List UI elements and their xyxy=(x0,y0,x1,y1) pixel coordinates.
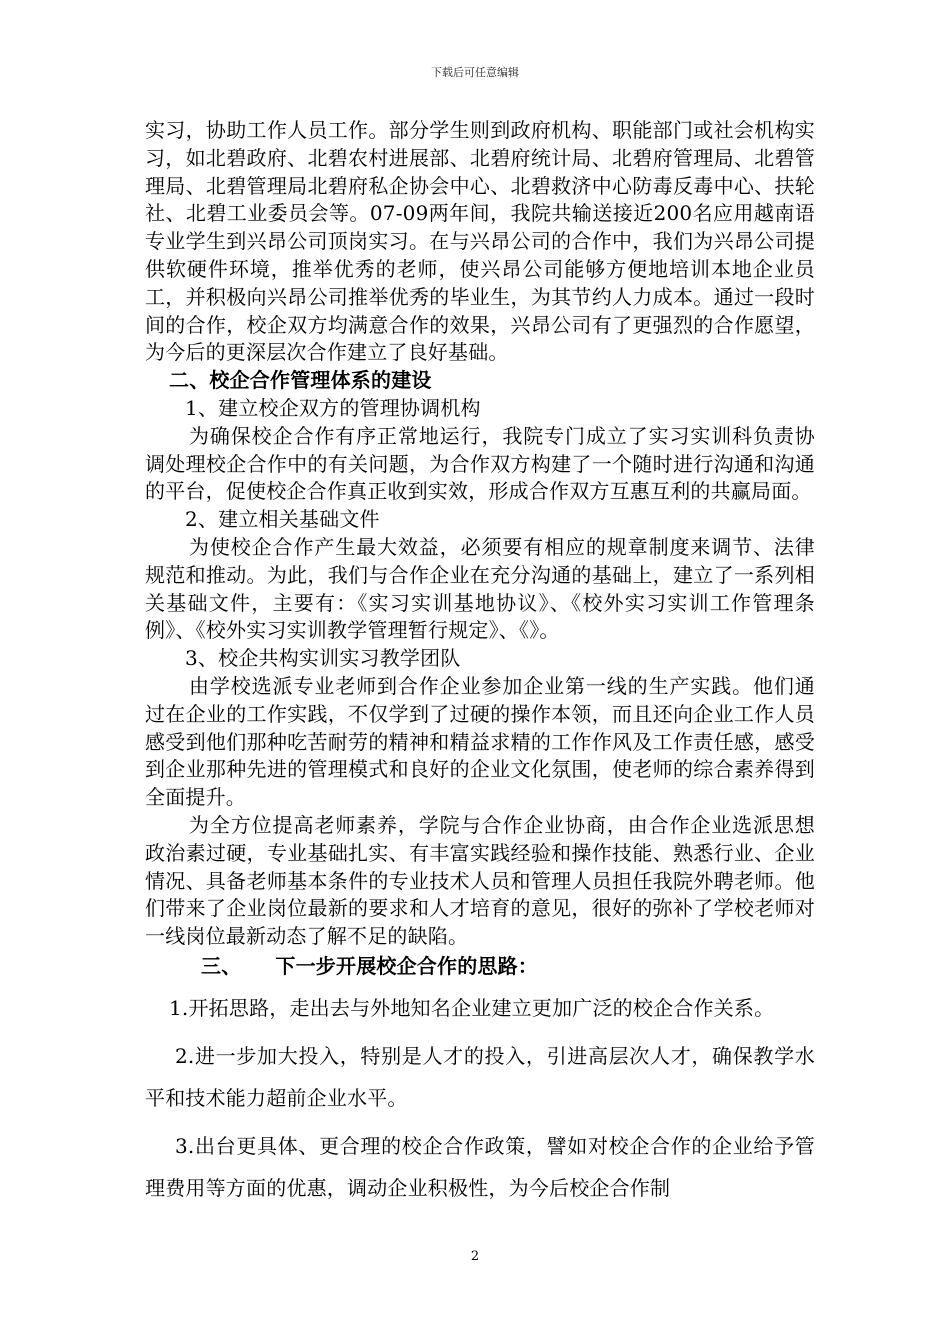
page-header: 下载后可任意编辑 xyxy=(431,66,519,79)
paragraph-teacher-quality: 为全方位提高老师素养，学院与合作企业协商，由合作企业选派思想政治素过硬，专业基础扎实、有丰富实践经验和操作技能、熟悉行业、企业情况、具备老师基本条件的专业技术人员和管理人员担任我院外聘老师。他们带来了企业岗位最新的要求和人才培育的意见，很好的弥补了学校老师对一线岗位最新动态了解不足的缺陷。 xyxy=(145,812,815,949)
subheading-documents: 2、建立相关基础文件 xyxy=(185,507,380,532)
list-item: 2.进一步加大投入，特别是人才的投入，引进高层次人才，确保教学水平和技术能力超前企业水平。 xyxy=(145,1043,815,1110)
paragraph-coordination: 为确保校企合作有序正常地运行，我院专门成立了实习实训科负责协调处理校企合作中的有关问题，为合作双方构建了一个随时进行沟通和沟通的平台，促使校企合作真正收到实效，形成合作双方互惠互利的共赢局面。 xyxy=(145,423,815,504)
document-body xyxy=(145,117,815,1209)
subheading-coordination: 1、建立校企双方的管理协调机构 xyxy=(185,395,481,420)
section-number: 三、 xyxy=(201,953,242,978)
page-number: 2 xyxy=(470,1249,480,1264)
subheading-teaching-team: 3、校企共构实训实习教学团队 xyxy=(185,646,461,671)
section-heading-next-steps xyxy=(145,953,815,981)
section-heading-management: 二、校企合作管理体系的建设 xyxy=(169,368,432,393)
list-item: 3.出台更具体、更合理的校企合作政策，譬如对校企合作的企业给予管理费用等方面的优惠，调动企业积极性，为今后校企合作制 xyxy=(145,1133,815,1200)
section-title: 下一步开展校企合作的思路： xyxy=(275,953,539,978)
paragraph-internship: 实习，协助工作人员工作。部分学生则到政府机构、职能部门或社会机构实习，如北碧政府、北碧农村进展部、北碧府统计局、北碧府管理局、北碧管理局、北碧管理局北碧府私企协会中心、北碧救济中心防毒反毒中心、扶轮社、北碧工业委员会等。07-09两年间，我院共输送接近200名应用越南语专业学生到兴昂公司顶岗实习。在与兴昂公司的合作中，我们为兴昂公司提供软硬件环境，推举优秀的老师，使兴昂公司能够方便地培训本地企业员工，并积极向兴昂公司推举优秀的毕业生，为其节约人力成本。通过一段时间的合作，校企双方均满意合作的效果，兴昂公司有了更强烈的合作愿望，为今后的更深层次合作建立了良好基础。 xyxy=(145,118,815,365)
paragraph-teaching-team: 由学校选派专业老师到合作企业参加企业第一线的生产实践。他们通过在企业的工作实践，不仅学到了过硬的操作本领，而且还向企业工作人员感受到他们那种吃苦耐劳的精神和精益求精的工作作风及工作责任感，感受到企业那种先进的管理模式和良好的企业文化氛围，使老师的综合素养得到全面提升。 xyxy=(145,673,815,810)
list-item: 1.开拓思路，走出去与外地知名企业建立更加广泛的校企合作关系。 xyxy=(169,995,775,1020)
paragraph-documents: 为使校企合作产生最大效益，必须要有相应的规章制度来调节、法律规范和推动。为此，我们与合作企业在充分沟通的基础上，建立了一系列相关基础文件，主要有：《实习实训基地协议》、《校外实习实训工作管理条例》、《校外实习实训教学管理暂行规定》、《》。 xyxy=(145,534,815,643)
